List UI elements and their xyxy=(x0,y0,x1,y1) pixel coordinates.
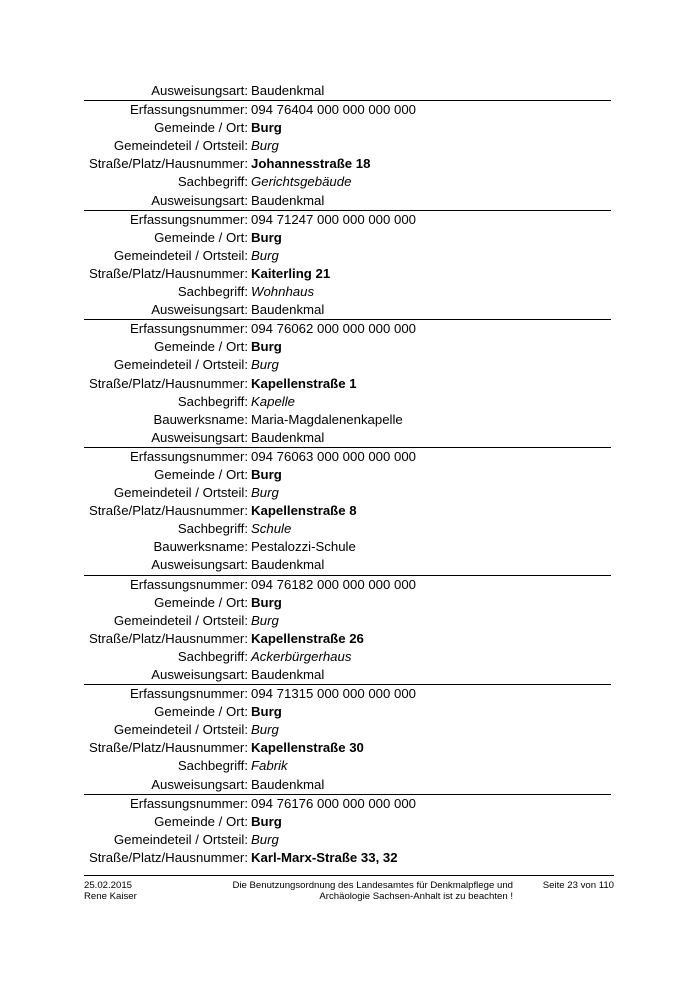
field-value: Burg xyxy=(251,612,279,628)
field-value: Karl-Marx-Straße 33, 32 xyxy=(251,849,398,865)
field-value: Baudenkmal xyxy=(251,83,325,98)
field-label: Erfassungsnummer: xyxy=(130,686,248,702)
field-row-ortsteil xyxy=(0,484,700,502)
field-row-bauwerksname xyxy=(0,538,700,556)
field-value: Burg xyxy=(251,138,279,154)
field-value: 094 76063 000 000 000 000 xyxy=(251,448,417,464)
field-value: Gerichtsgebäude xyxy=(251,174,352,190)
field-value: Kapellenstraße 26 xyxy=(251,630,364,646)
field-value: Burg xyxy=(251,466,282,482)
field-label: Erfassungsnummer: xyxy=(130,321,248,337)
footer-notice xyxy=(219,880,513,902)
field-label: Ausweisungsart: xyxy=(151,776,248,792)
field-value: Burg xyxy=(251,813,282,829)
field-value: Baudenkmal xyxy=(251,192,325,208)
field-value: Pestalozzi-Schule xyxy=(251,539,356,555)
field-value: 094 76182 000 000 000 000 xyxy=(251,576,417,592)
field-value: Burg xyxy=(251,594,282,610)
field-value: Schule xyxy=(251,521,292,537)
footer-date: 25.02.2015 xyxy=(84,880,133,891)
field-row-erfassung xyxy=(0,448,700,466)
field-row-sachbegriff xyxy=(0,173,700,191)
field-label: Gemeindeteil / Ortsteil: xyxy=(113,831,248,847)
footer-author: Rene Kaiser xyxy=(84,891,137,902)
field-label: Sachbegriff: xyxy=(177,174,248,190)
field-label: Ausweisungsart: xyxy=(151,192,248,208)
footer-notice-line-2: Archäologie Sachsen-Anhalt ist zu beachten ! xyxy=(319,891,513,902)
field-row-erfassung xyxy=(0,320,700,338)
footer-page-number: Seite 23 von 110 xyxy=(542,880,614,891)
field-value: Burg xyxy=(251,247,279,263)
field-label: Bauwerksname: xyxy=(153,411,248,427)
field-row-ausweisung xyxy=(0,429,700,447)
field-label: Erfassungsnummer: xyxy=(130,448,248,464)
field-row-sachbegriff xyxy=(0,648,700,666)
field-row-erfassung xyxy=(0,101,700,119)
field-label: Sachbegriff: xyxy=(177,393,248,409)
field-row-ausweisung xyxy=(0,776,700,794)
field-row-sachbegriff xyxy=(0,283,700,301)
field-label: Straße/Platz/Hausnummer: xyxy=(88,740,248,756)
field-value: Burg xyxy=(251,120,282,136)
field-row-gemeinde xyxy=(0,466,700,484)
footer-divider xyxy=(84,875,614,876)
field-row-strasse xyxy=(0,265,700,283)
field-row-ausweisung xyxy=(0,556,700,574)
field-row-erfassung xyxy=(0,685,700,703)
field-label: Gemeindeteil / Ortsteil: xyxy=(113,485,248,501)
field-row-gemeinde xyxy=(0,813,700,831)
field-row-sachbegriff xyxy=(0,520,700,538)
field-row-ortsteil xyxy=(0,612,700,630)
field-row-gemeinde xyxy=(0,338,700,356)
field-label: Straße/Platz/Hausnummer: xyxy=(88,503,248,519)
field-value: Burg xyxy=(251,229,282,245)
field-label: Gemeinde / Ort: xyxy=(154,339,248,355)
field-label: Sachbegriff: xyxy=(177,284,248,300)
field-label: Erfassungsnummer: xyxy=(130,102,248,118)
field-label: Straße/Platz/Hausnummer: xyxy=(88,375,248,391)
field-value: 094 71315 000 000 000 000 xyxy=(251,686,417,702)
monument-records xyxy=(0,82,700,867)
field-label: Straße/Platz/Hausnummer: xyxy=(88,156,248,172)
field-row-gemeinde xyxy=(0,594,700,612)
field-label: Ausweisungsart: xyxy=(151,429,248,445)
field-value: Burg xyxy=(251,339,282,355)
field-row-strasse xyxy=(0,630,700,648)
field-value: Burg xyxy=(251,722,279,738)
field-row-ortsteil xyxy=(0,831,700,849)
field-label: Gemeinde / Ort: xyxy=(154,466,248,482)
field-value: Kapellenstraße 8 xyxy=(251,503,357,519)
field-row-gemeinde xyxy=(0,119,700,137)
field-value: Kapellenstraße 1 xyxy=(251,375,357,391)
field-value: Burg xyxy=(251,485,279,501)
field-row-ortsteil xyxy=(0,721,700,739)
field-row-ausweisung xyxy=(0,192,700,210)
field-label: Gemeinde / Ort: xyxy=(154,813,248,829)
field-label: Gemeindeteil / Ortsteil: xyxy=(113,612,248,628)
field-row-ortsteil xyxy=(0,356,700,374)
field-label: Bauwerksname: xyxy=(153,539,248,555)
field-label: Sachbegriff: xyxy=(177,758,248,774)
field-label: Ausweisungsart: xyxy=(151,83,248,98)
footer-left xyxy=(84,880,137,902)
field-row-ausweisung xyxy=(0,82,700,100)
field-value: Fabrik xyxy=(251,758,288,774)
field-value: Johannesstraße 18 xyxy=(251,156,371,172)
field-value: Kaiterling 21 xyxy=(251,265,331,281)
field-label: Gemeindeteil / Ortsteil: xyxy=(113,138,248,154)
field-row-ortsteil xyxy=(0,137,700,155)
field-value: 094 76404 000 000 000 000 xyxy=(251,102,417,118)
field-row-erfassung xyxy=(0,576,700,594)
field-row-erfassung xyxy=(0,211,700,229)
field-label: Sachbegriff: xyxy=(177,648,248,664)
field-value: Baudenkmal xyxy=(251,429,325,445)
field-label: Ausweisungsart: xyxy=(151,557,248,573)
field-row-ortsteil xyxy=(0,247,700,265)
field-value: Kapellenstraße 30 xyxy=(251,740,364,756)
field-row-strasse xyxy=(0,849,700,867)
field-label: Gemeindeteil / Ortsteil: xyxy=(113,357,248,373)
field-value: Maria-Magdalenenkapelle xyxy=(251,411,403,427)
field-value: Baudenkmal xyxy=(251,302,325,318)
field-label: Sachbegriff: xyxy=(177,521,248,537)
field-row-bauwerksname xyxy=(0,411,700,429)
field-value: 094 76062 000 000 000 000 xyxy=(251,321,417,337)
field-value: Burg xyxy=(251,704,282,720)
field-row-ausweisung xyxy=(0,666,700,684)
field-value: 094 71247 000 000 000 000 xyxy=(251,211,417,227)
field-row-strasse xyxy=(0,155,700,173)
field-value: Baudenkmal xyxy=(251,557,325,573)
field-label: Straße/Platz/Hausnummer: xyxy=(88,265,248,281)
field-label: Gemeinde / Ort: xyxy=(154,120,248,136)
field-row-strasse xyxy=(0,739,700,757)
field-value: Burg xyxy=(251,357,279,373)
field-row-strasse xyxy=(0,375,700,393)
field-value: Baudenkmal xyxy=(251,776,325,792)
field-value: Kapelle xyxy=(251,393,295,409)
field-row-strasse xyxy=(0,502,700,520)
field-row-sachbegriff xyxy=(0,757,700,775)
field-label: Gemeinde / Ort: xyxy=(154,704,248,720)
field-label: Gemeindeteil / Ortsteil: xyxy=(113,247,248,263)
field-label: Gemeinde / Ort: xyxy=(154,229,248,245)
field-value: Ackerbürgerhaus xyxy=(251,648,352,664)
field-label: Erfassungsnummer: xyxy=(130,795,248,811)
field-value: Wohnhaus xyxy=(251,284,315,300)
field-label: Erfassungsnummer: xyxy=(130,576,248,592)
field-label: Ausweisungsart: xyxy=(151,667,248,682)
field-label: Straße/Platz/Hausnummer: xyxy=(88,849,248,865)
field-label: Gemeinde / Ort: xyxy=(154,594,248,610)
field-label: Straße/Platz/Hausnummer: xyxy=(88,630,248,646)
field-value: Burg xyxy=(251,831,279,847)
field-label: Gemeindeteil / Ortsteil: xyxy=(113,722,248,738)
field-row-gemeinde xyxy=(0,703,700,721)
field-label: Erfassungsnummer: xyxy=(130,211,248,227)
field-label: Ausweisungsart: xyxy=(151,302,248,318)
field-row-sachbegriff xyxy=(0,393,700,411)
field-row-gemeinde xyxy=(0,229,700,247)
field-value: Baudenkmal xyxy=(251,667,325,682)
field-row-erfassung xyxy=(0,795,700,813)
field-row-ausweisung xyxy=(0,301,700,319)
footer-notice-line-1: Die Benutzungsordnung des Landesamtes für Denkmalpflege und xyxy=(232,880,513,891)
field-value: 094 76176 000 000 000 000 xyxy=(251,795,417,811)
